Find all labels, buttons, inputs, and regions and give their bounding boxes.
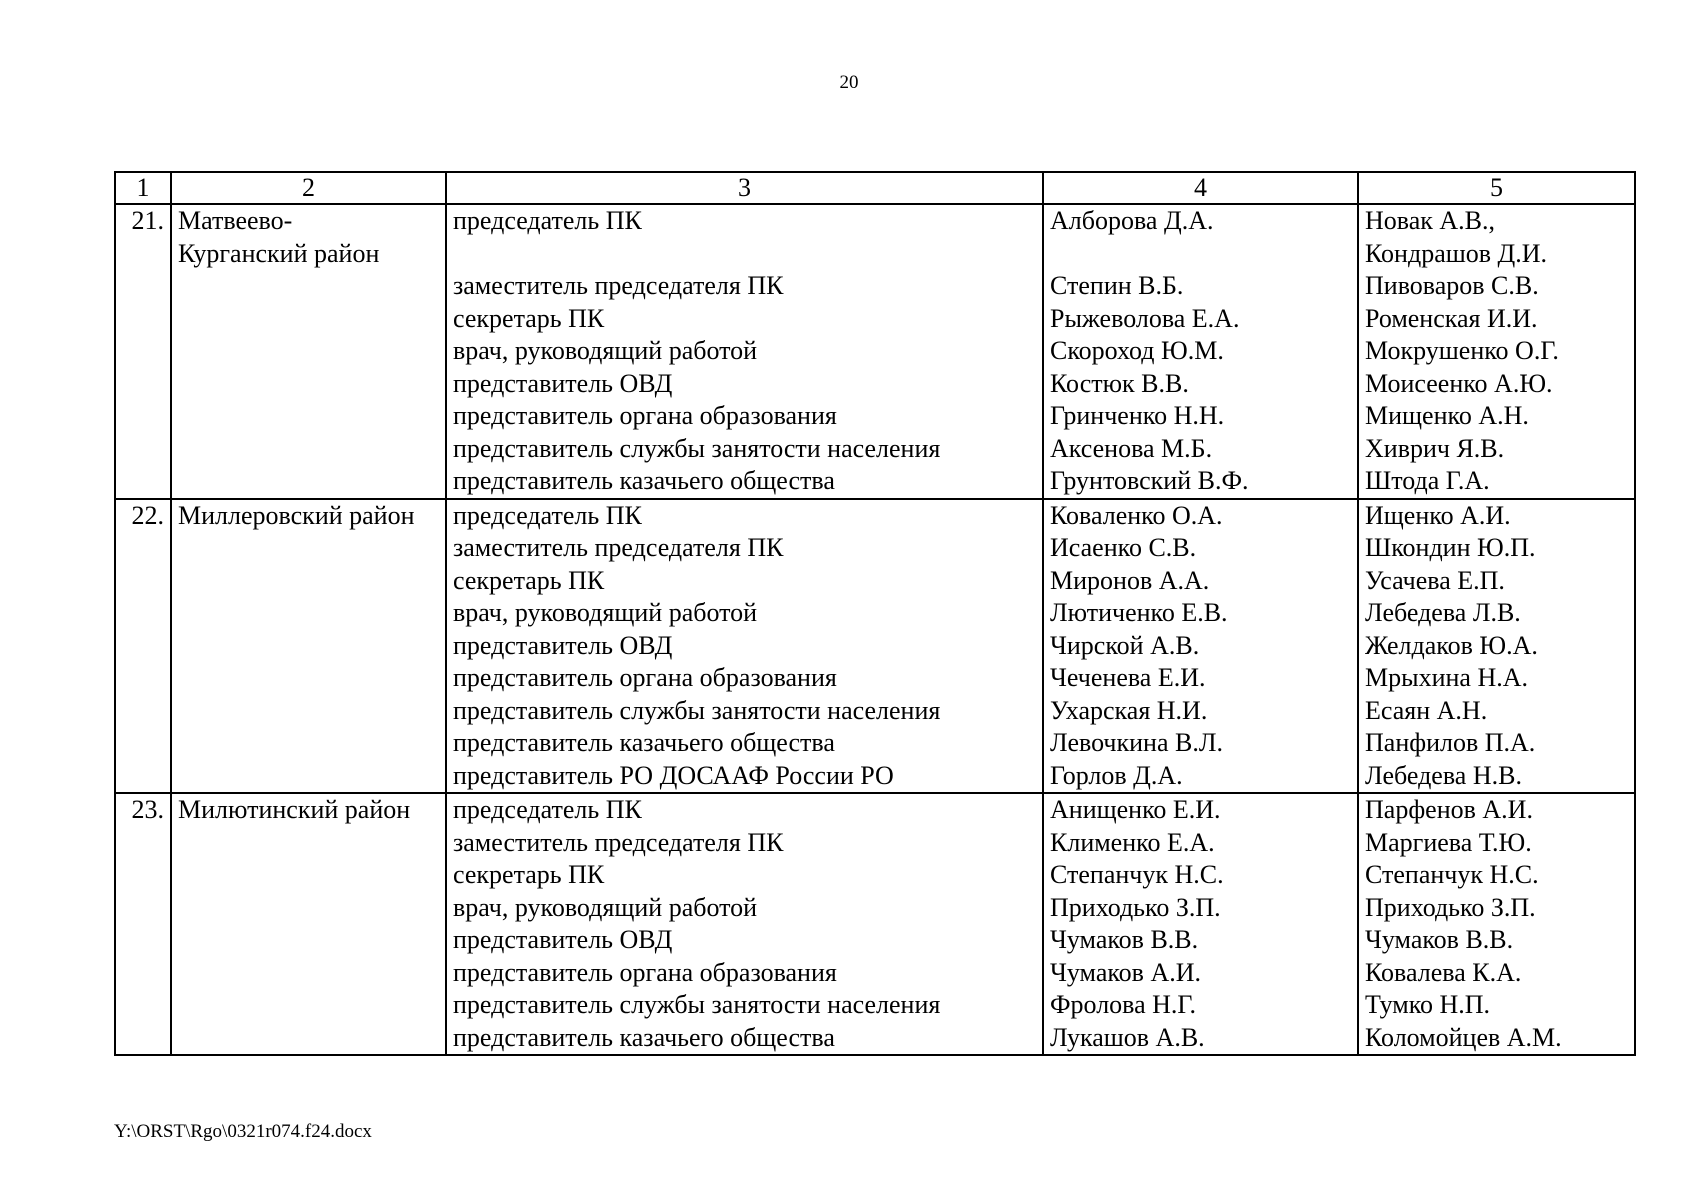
member-line: Чеченева Е.И. xyxy=(1050,663,1206,692)
row-number: 21. xyxy=(115,204,171,499)
column-header-3: 3 xyxy=(446,172,1043,204)
role-line: представитель РО ДОСААФ России РО xyxy=(453,760,894,790)
role-line: председатель ПК xyxy=(453,500,642,530)
member-line: Исаенко С.В. xyxy=(1050,533,1197,562)
column-header-5: 5 xyxy=(1358,172,1635,204)
role-line: представитель казачьего общества xyxy=(453,728,835,757)
member-line: Степин В.Б. xyxy=(1050,271,1184,300)
row-number: 23. xyxy=(115,793,171,1055)
footer-file-path: Y:\ORST\Rgo\0321r074.f24.docx xyxy=(114,1121,372,1142)
page-number: 20 xyxy=(839,72,859,93)
reserve-line: Мищенко А.Н. xyxy=(1365,401,1529,430)
role-line: секретарь ПК xyxy=(453,860,605,889)
member-line: Горлов Д.А. xyxy=(1050,760,1183,790)
role-line: представитель службы занятости населения xyxy=(453,695,941,725)
role-line: заместитель председателя ПК xyxy=(453,827,784,857)
role-cell xyxy=(446,499,1043,794)
table-row xyxy=(115,204,1635,499)
member-line: Чумаков В.В. xyxy=(1050,925,1199,954)
member-line: Анищенко Е.И. xyxy=(1050,795,1221,824)
member-line: Рыжеволова Е.А. xyxy=(1050,303,1240,333)
reserve-cell xyxy=(1358,793,1635,1055)
reserve-line: Тумко Н.П. xyxy=(1365,990,1491,1019)
member-line: Левочкина В.Л. xyxy=(1050,728,1223,757)
member-line: Гринченко Н.Н. xyxy=(1050,401,1225,430)
role-line: представитель органа образования xyxy=(453,663,837,692)
reserve-line: Шкондин Ю.П. xyxy=(1365,533,1536,562)
member-line: Коваленко О.А. xyxy=(1050,500,1223,530)
district-cell xyxy=(171,793,446,1055)
reserve-line: Мокрушенко О.Г. xyxy=(1365,336,1559,365)
role-line: представитель органа образования xyxy=(453,957,837,987)
role-cell xyxy=(446,204,1043,499)
member-line: Костюк В.В. xyxy=(1050,368,1189,398)
reserve-line: Ковалева К.А. xyxy=(1365,957,1522,987)
reserve-line: Моисеенко А.Ю. xyxy=(1365,368,1553,398)
reserve-line: Лебедева Н.В. xyxy=(1365,760,1522,790)
district-line: Матвеево- xyxy=(178,206,293,235)
role-line: заместитель председателя ПК xyxy=(453,271,784,300)
member-line: Ухарская Н.И. xyxy=(1050,695,1208,725)
member-line: Фролова Н.Г. xyxy=(1050,990,1197,1019)
reserve-cell xyxy=(1358,204,1635,499)
member-line xyxy=(1050,238,1351,271)
reserve-line: Парфенов А.И. xyxy=(1365,795,1533,824)
role-line: представитель службы занятости населения xyxy=(453,433,941,463)
district-line: Миллеровский район xyxy=(178,500,415,530)
column-header-1: 1 xyxy=(115,172,171,204)
table-body xyxy=(115,204,1635,1055)
role-line: представитель ОВД xyxy=(453,368,673,398)
reserve-line: Степанчук Н.С. xyxy=(1365,860,1539,889)
member-line: Приходько З.П. xyxy=(1050,892,1221,922)
role-line: врач, руководящий работой xyxy=(453,892,758,922)
member-cell xyxy=(1043,204,1358,499)
role-line: врач, руководящий работой xyxy=(453,598,758,627)
row-number: 22. xyxy=(115,499,171,794)
role-line: представитель ОВД xyxy=(453,630,673,660)
column-header-2: 2 xyxy=(171,172,446,204)
member-line: Скороход Ю.М. xyxy=(1050,336,1224,365)
table-row xyxy=(115,793,1635,1055)
reserve-line: Кондрашов Д.И. xyxy=(1365,238,1548,268)
member-cell xyxy=(1043,793,1358,1055)
reserve-line: Приходько З.П. xyxy=(1365,892,1536,922)
reserve-line: Маргиева Т.Ю. xyxy=(1365,827,1532,857)
role-line: представитель службы занятости населения xyxy=(453,990,941,1019)
role-line: представитель ОВД xyxy=(453,925,673,954)
role-line: представитель органа образования xyxy=(453,401,837,430)
district-cell xyxy=(171,499,446,794)
reserve-line: Ищенко А.И. xyxy=(1365,500,1511,530)
reserve-line: Желдаков Ю.А. xyxy=(1365,630,1538,660)
member-line: Миронов А.А. xyxy=(1050,565,1210,595)
reserve-line: Коломойцев А.М. xyxy=(1365,1022,1562,1052)
reserve-line: Усачева Е.П. xyxy=(1365,565,1505,595)
role-line: представитель казачьего общества xyxy=(453,1022,835,1052)
member-line: Лютиченко Е.В. xyxy=(1050,598,1228,627)
reserve-line: Панфилов П.А. xyxy=(1365,728,1536,757)
member-line: Чирской А.В. xyxy=(1050,630,1200,660)
district-line: Курганский район xyxy=(178,238,380,268)
reserve-line: Пивоваров С.В. xyxy=(1365,271,1539,300)
role-line: секретарь ПК xyxy=(453,303,605,333)
role-line: председатель ПК xyxy=(453,206,642,235)
member-line: Аксенова М.Б. xyxy=(1050,433,1213,463)
reserve-line: Лебедева Л.В. xyxy=(1365,598,1521,627)
role-line: председатель ПК xyxy=(453,795,642,824)
table-row xyxy=(115,499,1635,794)
member-cell xyxy=(1043,499,1358,794)
member-line: Клименко Е.А. xyxy=(1050,827,1215,857)
role-line: представитель казачьего общества xyxy=(453,466,835,495)
reserve-line: Роменская И.И. xyxy=(1365,303,1538,333)
role-cell xyxy=(446,793,1043,1055)
district-cell xyxy=(171,204,446,499)
reserve-line: Мрыхина Н.А. xyxy=(1365,663,1529,692)
role-line: заместитель председателя ПК xyxy=(453,533,784,562)
role-line: секретарь ПК xyxy=(453,565,605,595)
member-line: Алборова Д.А. xyxy=(1050,206,1214,235)
reserve-line: Есаян А.Н. xyxy=(1365,695,1488,725)
reserve-line: Чумаков В.В. xyxy=(1365,925,1514,954)
member-line: Степанчук Н.С. xyxy=(1050,860,1224,889)
member-line: Чумаков А.И. xyxy=(1050,957,1202,987)
commission-roster-table xyxy=(114,171,1636,1056)
member-line: Грунтовский В.Ф. xyxy=(1050,466,1249,495)
district-line: Милютинский район xyxy=(178,795,411,824)
column-header-4: 4 xyxy=(1043,172,1358,204)
reserve-line: Штода Г.А. xyxy=(1365,466,1490,495)
role-line xyxy=(453,238,1036,271)
role-line: врач, руководящий работой xyxy=(453,336,758,365)
member-line: Лукашов А.В. xyxy=(1050,1022,1205,1052)
table-header-row xyxy=(115,172,1635,204)
reserve-cell xyxy=(1358,499,1635,794)
reserve-line: Хиврич Я.В. xyxy=(1365,433,1505,463)
reserve-line: Новак А.В., xyxy=(1365,206,1495,235)
